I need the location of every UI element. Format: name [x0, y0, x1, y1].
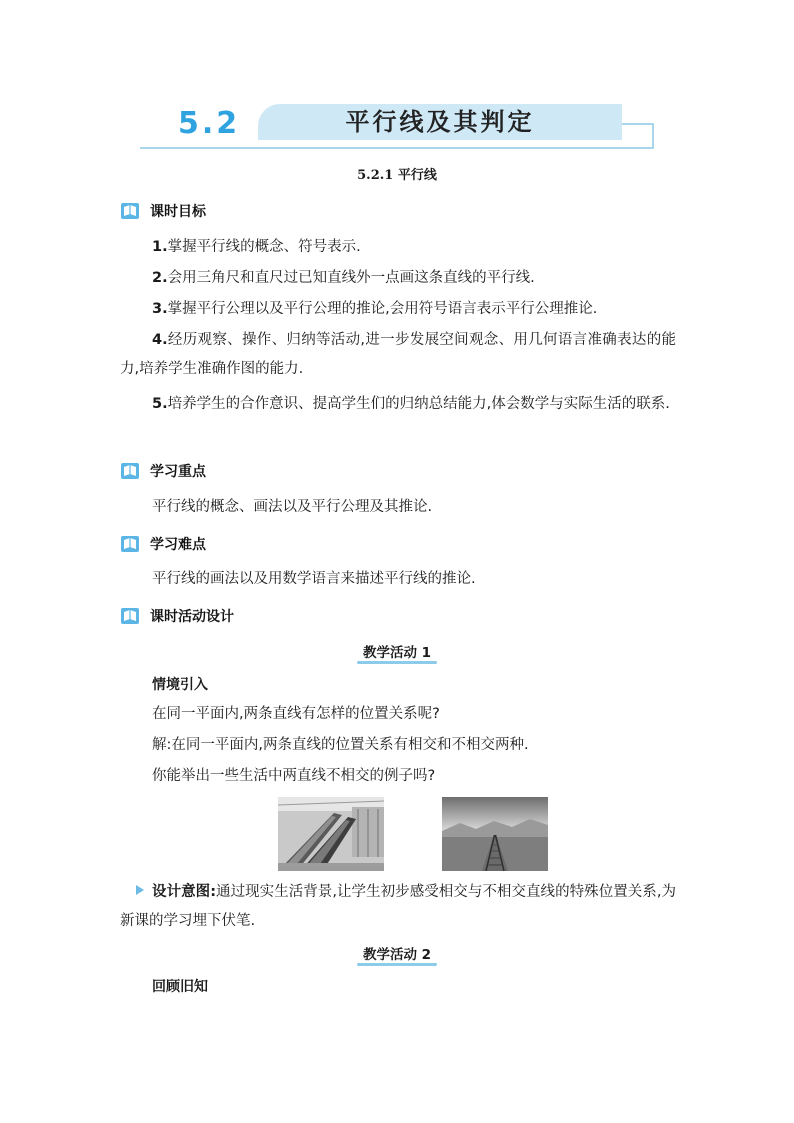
activity-2-heading: 回顾旧知: [152, 979, 208, 995]
section-title: 平行线及其判定: [345, 107, 535, 136]
section-keypoints-heading: [120, 460, 206, 482]
section-design-heading: [120, 605, 234, 627]
goal-item-3: 3.掌握平行公理以及平行公理的推论,会用符号语言表示平行公理推论.: [152, 301, 598, 317]
goal-item-1: 1.掌握平行线的概念、符号表示.: [152, 239, 361, 255]
header-rule: [140, 147, 654, 149]
subsection-title: 5.2.1 平行线: [357, 168, 437, 183]
activity-2-label-row: [0, 943, 794, 966]
section-label: 课时活动设计: [150, 609, 234, 625]
keypoints-text: 平行线的概念、画法以及平行公理及其推论.: [152, 499, 433, 515]
goal-item-4: 4.经历观察、操作、归纳等活动,进一步发展空间观念、用几何语言准确表达的能力,培养学生准确作图的能力.: [120, 332, 676, 377]
activity-1-answer-1: 解:在同一平面内,两条直线的位置关系有相交和不相交两种.: [152, 737, 529, 753]
section-label: 课时目标: [150, 204, 206, 220]
activity-1-heading: 情境引入: [152, 677, 208, 693]
section-difficulties-heading: [120, 533, 206, 555]
section-number: 5.2: [178, 106, 241, 141]
header-rule-corner: [620, 123, 654, 149]
activity-1-label: 教学活动 1: [361, 641, 433, 664]
activity-1-label-row: [0, 641, 794, 664]
design-intent-text: 通过现实生活背景,让学生初步感受相交与不相交直线的特殊位置关系,为新课的学习埋下伏笔.: [120, 884, 676, 929]
activity-1-question-2: 你能举出一些生活中两直线不相交的例子吗?: [152, 768, 436, 784]
activity-1-question-1: 在同一平面内,两条直线有怎样的位置关系呢?: [152, 706, 440, 722]
triangle-bullet-icon: [136, 885, 144, 895]
activity-2-label: 教学活动 2: [361, 943, 433, 966]
section-label: 学习难点: [150, 537, 206, 553]
goal-item-2: 2.会用三角尺和直尺过已知直线外一点画这条直线的平行线.: [152, 270, 535, 286]
section-label: 学习重点: [150, 464, 206, 480]
design-intent-label: 设计意图:: [152, 884, 216, 900]
design-intent: [120, 878, 676, 936]
book-icon: [120, 534, 140, 554]
goal-item-5: 5.培养学生的合作意识、提高学生们的归纳总结能力,体会数学与实际生活的联系.: [152, 396, 670, 412]
railway-photo: [442, 797, 548, 871]
escalator-photo: [278, 797, 384, 871]
book-icon: [120, 201, 140, 221]
book-icon: [120, 461, 140, 481]
difficulties-text: 平行线的画法以及用数学语言来描述平行线的推论.: [152, 571, 476, 587]
book-icon: [120, 606, 140, 626]
section-goals-heading: [120, 200, 206, 222]
